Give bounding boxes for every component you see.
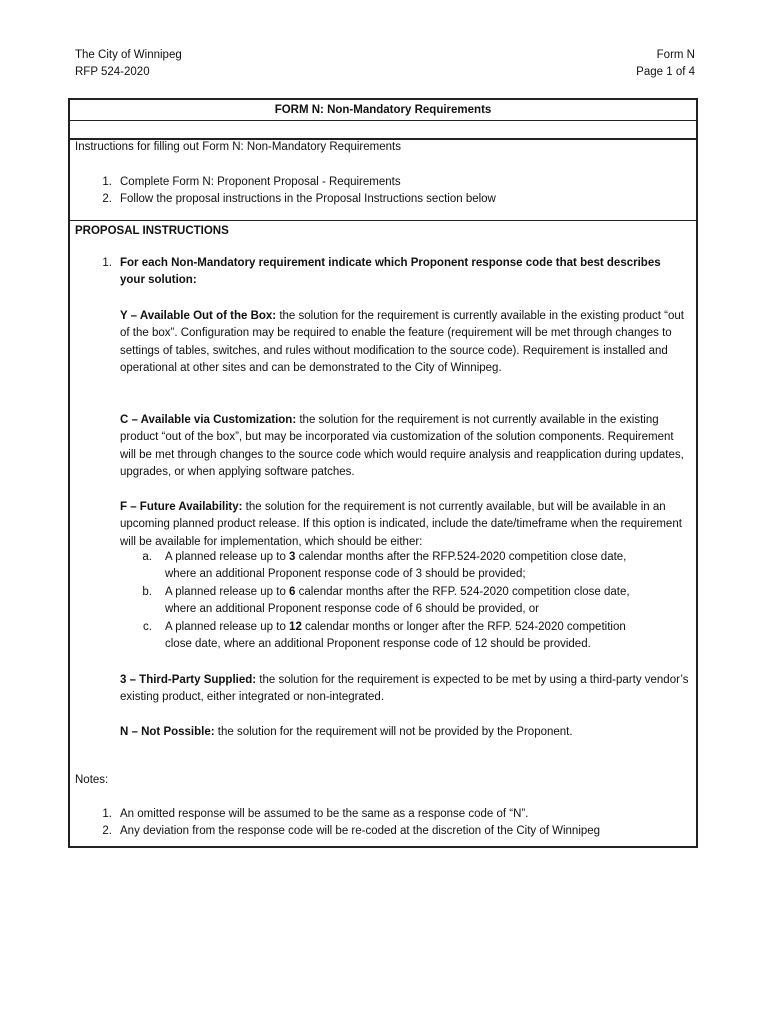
instruction-number: 2. xyxy=(102,193,112,205)
form-box xyxy=(68,98,698,848)
empty-row xyxy=(70,121,696,140)
form-title: FORM N: Non-Mandatory Requirements xyxy=(70,100,696,121)
header-left xyxy=(75,47,182,81)
code-f-label: F – Future Availability: xyxy=(120,501,243,513)
code-c-text: the solution for the requirement is not currently available in the existing product “out of the box”, but may be incorporated via customization of the solution components. Requirement will be met through changes to the source code which would require analysis and reapplication during updates, upgrades, or when applying software patches. xyxy=(120,414,684,478)
instruction-item: Complete Form N: Proponent Proposal - Requirements xyxy=(120,176,401,188)
header-org: The City of Winnipeg xyxy=(75,49,182,61)
header-right xyxy=(636,47,695,81)
instruction-item: Follow the proposal instructions in the Proposal Instructions section below xyxy=(120,193,496,205)
proposal-heading: PROPOSAL INSTRUCTIONS xyxy=(75,225,229,237)
header-form: Form N xyxy=(656,49,695,61)
code-y-paragraph xyxy=(120,308,690,377)
code-f-text: the solution for the requirement is not currently available, but will be available in an upcoming planned product release. If this option is indicated, include the date/timeframe when the requirement will be available for implementation, which should be either: xyxy=(120,501,682,548)
question-line: your solution: xyxy=(120,274,197,286)
sub-item-letter: c. xyxy=(143,621,152,633)
sub-item-text: A planned release up to 6 calendar months after the RFP. 524-2020 competition close date, xyxy=(165,586,630,598)
sub-item-text-continued: where an additional Proponent response code of 3 should be provided; xyxy=(165,568,526,580)
code-c-label: C – Available via Customization: xyxy=(120,414,297,426)
instructions-section xyxy=(70,140,696,221)
question-number: 1. xyxy=(102,257,112,269)
note-number: 2. xyxy=(102,825,112,837)
note-number: 1. xyxy=(102,808,112,820)
code-n-text: the solution for the requirement will not be provided by the Proponent. xyxy=(214,726,573,738)
code-y-text: the solution for the requirement is currently available in the existing product “out of the box”. Configuration may be required to enable the feature (requirement will be met through changes to settings of tables, switches, and rules without modification to the source code). Requirement is installed and operational at other sites and can be demonstrated to the City of Winnipeg. xyxy=(120,310,684,374)
header-page: Page 1 of 4 xyxy=(636,66,695,78)
sub-item-letter: a. xyxy=(142,551,152,563)
notes-label: Notes: xyxy=(75,774,109,786)
note-item: Any deviation from the response code will be re-coded at the discretion of the City of Winnipeg xyxy=(120,825,601,837)
code-3-label: 3 – Third-Party Supplied: xyxy=(120,674,257,686)
code-3-text: the solution for the requirement is expected to be met by using a third-party vendor’s existing product, either integrated or non-integrated. xyxy=(120,674,689,704)
sub-item-text: A planned release up to 3 calendar months after the RFP.524-2020 competition close date, xyxy=(165,551,627,563)
sub-item-text: A planned release up to 12 calendar months or longer after the RFP. 524-2020 competition xyxy=(165,621,626,633)
code-f-paragraph xyxy=(120,499,690,551)
header-rfp: RFP 524-2020 xyxy=(75,66,150,78)
code-y-label: Y – Available Out of the Box: xyxy=(120,310,277,322)
instructions-title: Instructions for filling out Form N: Non-Mandatory Requirements xyxy=(75,141,401,153)
code-c-paragraph xyxy=(120,412,690,481)
sub-item-letter: b. xyxy=(142,586,152,598)
question-line: For each Non-Mandatory requirement indicate which Proponent response code that best describes xyxy=(120,257,661,269)
code-n-label: N – Not Possible: xyxy=(120,726,215,738)
instruction-number: 1. xyxy=(102,176,112,188)
sub-item-text-continued: where an additional Proponent response code of 6 should be provided, or xyxy=(165,603,540,615)
code-n-paragraph xyxy=(120,724,690,741)
code-3-paragraph xyxy=(120,672,690,707)
note-item: An omitted response will be assumed to be the same as a response code of “N”. xyxy=(120,808,529,820)
sub-item-text-continued: close date, where an additional Proponent response code of 12 should be provided. xyxy=(165,638,591,650)
